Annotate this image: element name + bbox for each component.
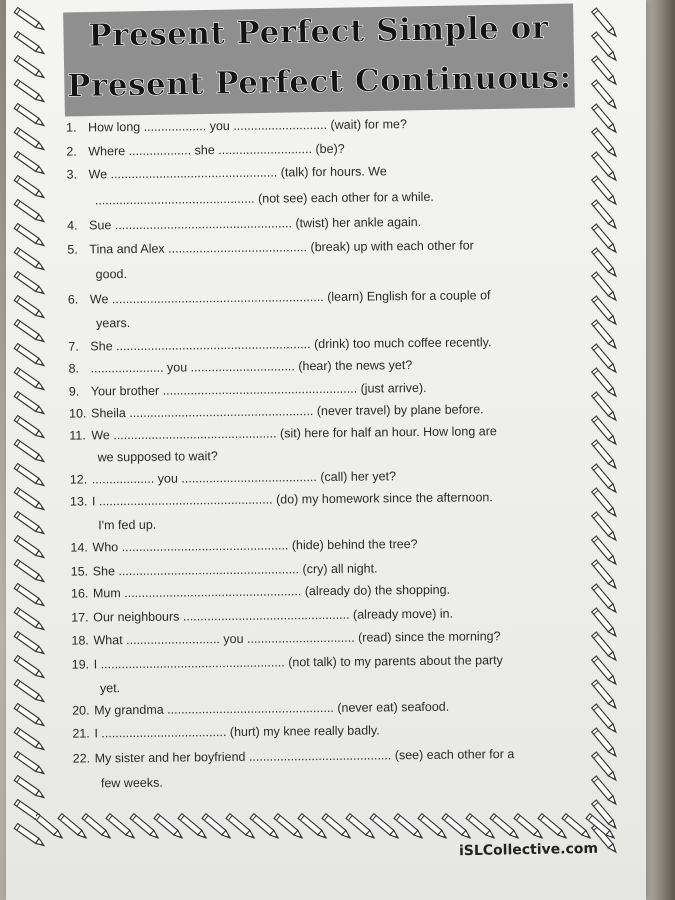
- pencil-icon: [14, 704, 45, 728]
- exercise-line: [73, 776, 163, 791]
- pencil-icon: [14, 176, 45, 200]
- exercise-number: 19.: [71, 657, 90, 672]
- pencil-icon: [14, 128, 45, 152]
- exercise-text: yet.: [99, 681, 121, 696]
- brand-watermark: iSLCollective.com: [458, 840, 599, 860]
- exercise-text: How long .................. you ........................... (wait) for me?: [88, 117, 407, 135]
- exercise-text: What ........................... you ............................... (read) since the morning?: [93, 629, 501, 648]
- exercise-line: [71, 607, 453, 625]
- exercise-line: [70, 490, 493, 508]
- exercise-line: [66, 142, 344, 159]
- exercise-line: [68, 316, 130, 331]
- exercise-text: She ........................................................ (drink) too much coffee recently.: [90, 335, 492, 354]
- pencil-icon: [14, 464, 45, 488]
- pencil-icon: [14, 272, 45, 296]
- pencil-icon: [14, 80, 45, 104]
- exercise-line: [72, 681, 120, 696]
- exercise-number: 10.: [69, 406, 87, 421]
- exercise-line: [72, 653, 503, 672]
- exercise-text: I .................................... (hurt) my knee really badly.: [94, 723, 380, 741]
- exercise-text: I ..................................................... (not talk) to my parents about the party: [93, 653, 503, 672]
- exercise-text: Our neighbours ................................................ (already move) in.: [93, 606, 454, 625]
- pencil-icon: [14, 32, 45, 56]
- exercise-line: [66, 117, 407, 135]
- exercise-list: [66, 115, 576, 791]
- exercise-text: We ............................................... (sit) here for half an hour. How long are: [91, 424, 497, 443]
- exercise-line: [71, 629, 500, 647]
- pencil-icon: [14, 536, 45, 560]
- worksheet-paper: [6, 0, 646, 900]
- exercise-line: [71, 583, 450, 601]
- exercise-text: Mum ................................................... (already do) the shopping.: [92, 582, 451, 601]
- pencil-icon: [14, 368, 45, 392]
- pencil-icon: [14, 320, 45, 344]
- exercise-number: 22.: [72, 751, 91, 766]
- pencil-icon: [14, 752, 45, 776]
- exercise-number: 16.: [70, 586, 89, 601]
- exercise-number: 17.: [71, 610, 89, 625]
- exercise-number: 4.: [67, 218, 78, 233]
- pencil-icon: [14, 440, 45, 464]
- exercise-text: We ................................................ (talk) for hours. We: [88, 164, 387, 182]
- exercise-text: few weeks.: [100, 775, 163, 791]
- exercise-number: 5.: [67, 242, 78, 257]
- pencil-border-bottom: [36, 812, 616, 840]
- pencil-icon: [14, 392, 45, 416]
- pencil-icon: [14, 584, 45, 608]
- exercise-line: [67, 215, 421, 233]
- pencil-icon: [14, 344, 45, 368]
- pencil-icon: [14, 56, 45, 80]
- exercise-line: [70, 537, 417, 555]
- pencil-icon: [14, 656, 45, 680]
- pencil-icon: [14, 512, 45, 536]
- pencil-icon: [14, 200, 45, 224]
- exercise-number: 6.: [67, 292, 79, 307]
- exercise-number: 18.: [71, 633, 89, 648]
- exercise-number: 2.: [66, 144, 77, 159]
- exercise-number: 11.: [69, 428, 86, 443]
- exercise-number: 14.: [70, 540, 88, 555]
- exercise-text: Sue ................................................... (twist) her ankle again.: [89, 214, 422, 233]
- pencil-icon: [14, 632, 45, 656]
- exercise-text: We ............................................................. (learn) English for a couple of: [89, 288, 491, 307]
- exercise-line: [70, 518, 156, 533]
- exercise-number: 20.: [72, 703, 90, 718]
- exercise-line: [72, 723, 379, 740]
- pencil-icon: [14, 152, 45, 176]
- pencil-icon: [14, 104, 45, 128]
- exercise-text: Tina and Alex ........................................ (break) up with each other for: [89, 238, 474, 257]
- exercise-line: [69, 381, 427, 399]
- exercise-number: 9.: [68, 384, 80, 399]
- exercise-text: .................. you ....................................... (call) her yet?: [91, 469, 397, 487]
- exercise-text: She .................................................... (cry) all night.: [92, 561, 378, 579]
- exercise-line: [72, 700, 449, 718]
- exercise-number: 7.: [68, 339, 79, 354]
- exercise-text: Who ................................................ (hide) behind the tree?: [92, 537, 418, 555]
- exercise-number: 12.: [69, 472, 88, 487]
- exercise-text: My grandma ................................................ (never eat) seafood.: [94, 699, 450, 718]
- exercise-line: [67, 238, 474, 256]
- exercise-line: [68, 267, 127, 282]
- exercise-line: [68, 288, 491, 306]
- exercise-text: we supposed to wait?: [97, 449, 218, 465]
- exercise-number: 21.: [72, 726, 90, 741]
- pencil-icon: [14, 224, 45, 248]
- exercise-text: .............................................. (not see) each other for a while.: [94, 189, 434, 208]
- exercise-text: My sister and her boyfriend ......................................... (see) each other for a: [94, 747, 515, 766]
- exercise-line: [71, 561, 378, 578]
- exercise-number: 1.: [66, 120, 77, 135]
- exercise-number: 8.: [68, 361, 80, 376]
- exercise-line: [67, 190, 434, 208]
- pencil-icon: [14, 416, 45, 440]
- exercise-text: good.: [95, 267, 127, 282]
- exercise-text: Where .................. she ........................... (be)?: [88, 141, 345, 159]
- pencil-border-left: [12, 0, 52, 900]
- exercise-text: I'm fed up.: [98, 517, 157, 533]
- pencil-icon: [14, 296, 45, 320]
- exercise-number: 3.: [66, 167, 78, 182]
- exercise-line: [69, 424, 497, 442]
- title-banner: [63, 4, 575, 117]
- exercise-line: [69, 358, 413, 376]
- exercise-text: Your brother ........................................................ (just arrive).: [90, 380, 427, 399]
- pencil-icon: [14, 488, 45, 512]
- exercise-number: 15.: [70, 564, 89, 579]
- exercise-line: [69, 449, 217, 465]
- pencil-icon: [14, 680, 45, 704]
- pencil-icon: [14, 608, 45, 632]
- title-line-2: Present Perfect Continuous:: [66, 59, 572, 105]
- pencil-icon: [14, 248, 45, 272]
- exercise-text: Sheila ..................................................... (never travel) by plane before.: [91, 402, 484, 421]
- exercise-line: [73, 747, 515, 766]
- exercise-line: [70, 469, 396, 486]
- exercise-line: [68, 335, 491, 353]
- pencil-icon: [14, 560, 45, 584]
- pencil-icon: [14, 8, 45, 32]
- title-line-1: Present Perfect Simple or: [88, 9, 549, 55]
- pencil-icon: [14, 776, 45, 800]
- exercise-number: 13.: [69, 494, 88, 509]
- exercise-line: [67, 164, 387, 181]
- exercise-text: years.: [96, 316, 131, 331]
- exercise-text: ..................... you .............................. (hear) the news yet?: [90, 358, 413, 376]
- exercise-text: I .................................................. (do) my homework since the afternoon.: [91, 490, 493, 509]
- pencil-icon: [586, 814, 616, 840]
- pencil-border-right: [586, 0, 626, 900]
- pencil-icon: [14, 728, 45, 752]
- exercise-line: [69, 402, 484, 420]
